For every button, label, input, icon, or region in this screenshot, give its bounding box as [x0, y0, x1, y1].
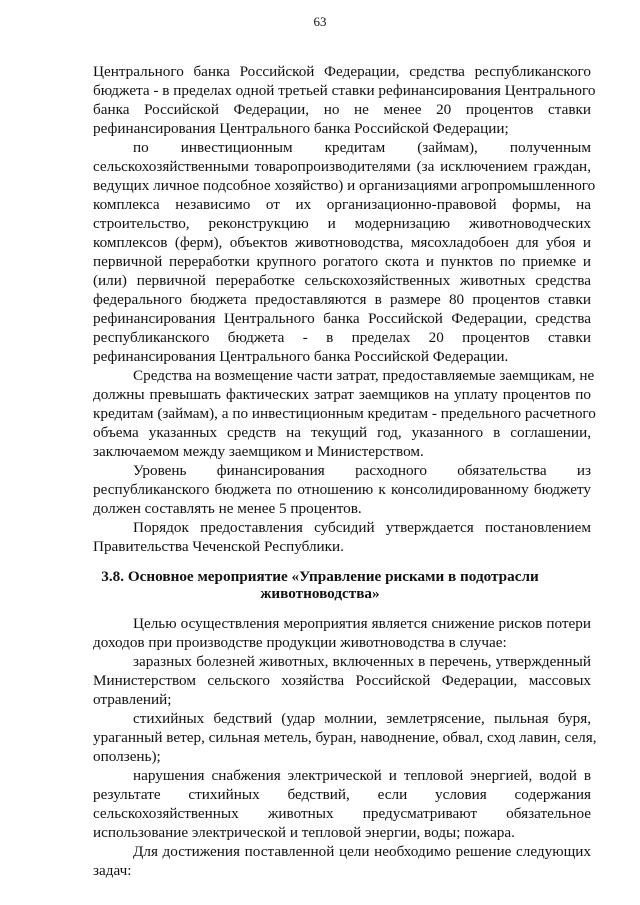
- text-line: сельскохозяйственных животных предусматривают обязательное: [93, 805, 591, 822]
- text-line: банка Российской Федерации, но не менее 20 процентов ставки: [93, 101, 591, 118]
- text-line: рефинансирования Центрального банка Российской Федерации;: [93, 120, 509, 137]
- text-line: федерального бюджета предоставляются в размере 80 процентов ставки: [93, 291, 591, 308]
- text-line: должен составлять не менее 5 процентов.: [93, 500, 362, 517]
- text-line: нарушения снабжения электрической и тепловой энергией, водой в: [133, 767, 591, 784]
- section-heading: 3.8. Основное мероприятие «Управление рисками в подотрасли: [101, 568, 539, 585]
- text-line: республиканского бюджета - в пределах 20 процентов ставки: [93, 329, 591, 346]
- text-line: Центрального банка Российской Федерации, средства республиканского: [93, 63, 591, 80]
- text-line: заразных болезней животных, включенных в перечень, утвержденный: [133, 653, 591, 670]
- text-line: первичной переработки крупного рогатого скота и пунктов по приемке и: [93, 253, 591, 270]
- text-line: (или) первичной переработке сельскохозяйственных животных средства: [93, 272, 591, 289]
- text-line: ведущих личное подсобное хозяйство) и организациями агропромышленного: [93, 177, 596, 194]
- page-number: 63: [313, 14, 327, 29]
- text-line: Правительства Чеченской Республики.: [93, 538, 344, 555]
- text-line: республиканского бюджета по отношению к консолидированному бюджету: [93, 481, 591, 498]
- section-heading: животноводства»: [260, 585, 380, 602]
- text-line: заключаемом между заемщиком и Министерством.: [93, 443, 424, 460]
- text-line: должны превышать фактических затрат заемщиков на уплату процентов по: [93, 386, 591, 403]
- text-line: доходов при производстве продукции животноводства в случае:: [93, 634, 507, 651]
- text-line: оползень);: [93, 748, 161, 765]
- text-line: Целью осуществления мероприятия является снижение рисков потери: [133, 615, 591, 632]
- text-line: строительство, реконструкцию и модернизацию животноводческих: [93, 215, 591, 232]
- text-line: рефинансирования Центрального банка Российской Федерации, средства: [93, 310, 591, 327]
- text-line: результате стихийных бедствий, если условия содержания: [93, 786, 591, 803]
- text-line: комплекса независимо от их организационно-правовой формы, на: [93, 196, 591, 213]
- text-line: Уровень финансирования расходного обязательства из: [133, 462, 591, 479]
- text-line: ураганный ветер, сильная метель, буран, наводнение, обвал, сход лавин, селя,: [93, 729, 597, 746]
- text-line: объема указанных средств на текущий год, указанного в соглашении,: [93, 424, 591, 441]
- text-line: Министерством сельского хозяйства Российской Федерации, массовых: [93, 672, 591, 689]
- text-line: отравлений;: [93, 691, 172, 708]
- text-line: рефинансирования Центрального банка Российской Федерации.: [93, 348, 509, 365]
- text-line: сельскохозяйственными товаропроизводителями (за исключением граждан,: [93, 158, 591, 175]
- text-line: кредитам (займам), а по инвестиционным кредитам - предельного расчетного: [93, 405, 596, 422]
- text-line: Для достижения поставленной цели необходимо решение следующих: [133, 843, 591, 860]
- text-line: стихийных бедствий (удар молнии, землетрясение, пыльная буря,: [133, 710, 591, 727]
- text-line: Средства на возмещение части затрат, предоставляемые заемщикам, не: [133, 367, 595, 384]
- text-line: бюджета - в пределах одной третьей ставки рефинансирования Центрального: [93, 82, 596, 99]
- text-line: Порядок предоставления субсидий утверждается постановлением: [133, 519, 591, 536]
- text-line: по инвестиционным кредитам (займам), полученным: [133, 139, 591, 156]
- text-line: задач:: [93, 862, 132, 879]
- text-line: использование электрической и тепловой энергии, воды; пожара.: [93, 824, 515, 841]
- text-line: комплексов (ферм), объектов животноводства, мясохладобоен для убоя и: [93, 234, 591, 251]
